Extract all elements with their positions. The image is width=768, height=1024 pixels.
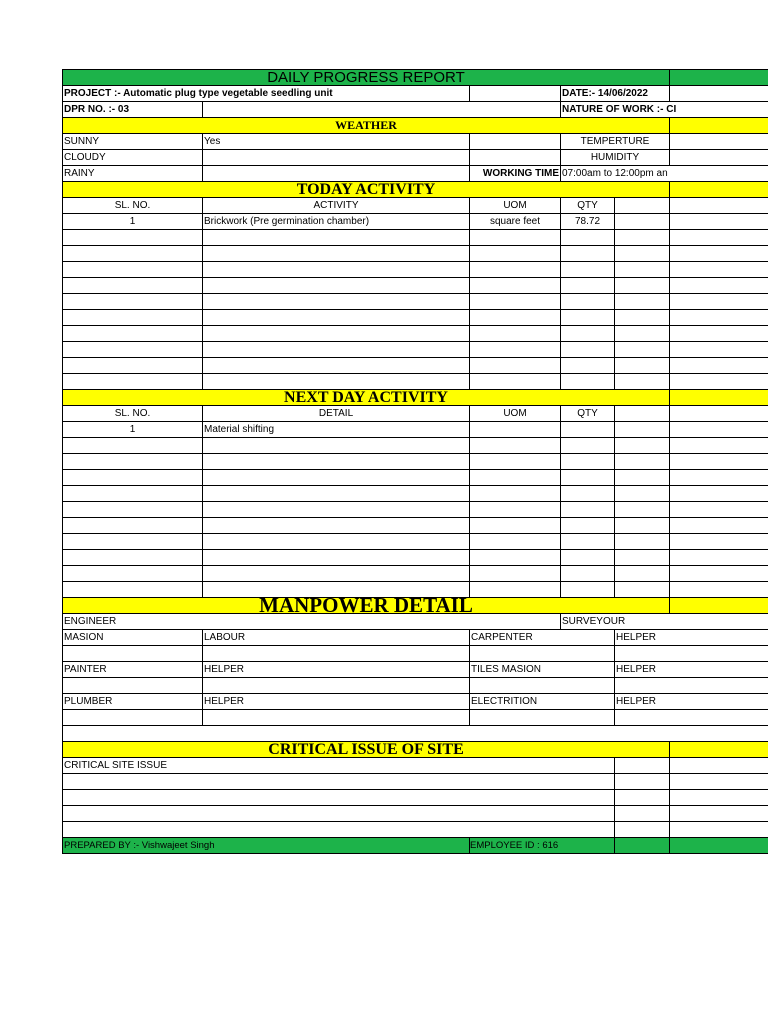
cloudy-label: CLOUDY	[63, 150, 203, 166]
table-row	[63, 358, 768, 374]
helper-label: HELPER	[615, 630, 768, 646]
critical-issue-row	[63, 758, 768, 774]
table-row	[63, 678, 768, 694]
today-activity: Brickwork (Pre germination chamber)	[203, 214, 470, 230]
report-title-row	[63, 70, 768, 86]
critical-site-issue-label: CRITICAL SITE ISSUE	[63, 758, 615, 774]
today-activity-heading-row	[63, 182, 768, 198]
sunny-label: SUNNY	[63, 134, 203, 150]
weather-sunny-row	[63, 134, 768, 150]
daily-progress-report-sheet	[62, 69, 768, 854]
labour-label: LABOUR	[203, 630, 470, 646]
table-row	[63, 214, 768, 230]
table-row	[63, 550, 768, 566]
report-title: DAILY PROGRESS REPORT	[63, 70, 670, 86]
next-day-empty-rows	[63, 438, 768, 598]
employee-id: EMPLOYEE ID : 616	[470, 838, 615, 854]
today-uom: square feet	[470, 214, 561, 230]
painter-row	[63, 662, 768, 678]
col-sl-no: SL. NO.	[63, 198, 203, 214]
critical-heading-row	[63, 742, 768, 758]
engineer-label: ENGINEER	[63, 614, 561, 630]
sunny-value: Yes	[203, 134, 470, 150]
report-date: DATE:- 14/06/2022	[561, 86, 670, 102]
today-activity-empty-rows	[63, 230, 768, 390]
col-qty: QTY	[561, 406, 615, 422]
critical-heading: CRITICAL ISSUE OF SITE	[63, 742, 670, 758]
next-day-header-row	[63, 406, 768, 422]
next-day-activity-heading: NEXT DAY ACTIVITY	[63, 390, 670, 406]
manpower-heading-row	[63, 598, 768, 614]
col-sl-no: SL. NO.	[63, 406, 203, 422]
table-row	[63, 502, 768, 518]
today-activity-header-row	[63, 198, 768, 214]
table-row	[63, 310, 768, 326]
today-qty: 78.72	[561, 214, 615, 230]
today-activity-heading: TODAY ACTIVITY	[63, 182, 670, 198]
col-detail: DETAIL	[203, 406, 470, 422]
manpower-heading: MANPOWER DETAIL	[63, 598, 670, 614]
prepared-by: PREPARED BY :- Vishwajeet Singh	[63, 838, 470, 854]
engineer-row	[63, 614, 768, 630]
col-uom: UOM	[470, 198, 561, 214]
table-row	[63, 646, 768, 662]
tiles-masion-label: TILES MASION	[470, 662, 615, 678]
table-row	[63, 374, 768, 390]
humidity-label: HUMIDITY	[561, 150, 670, 166]
table-row	[63, 246, 768, 262]
table-row	[63, 278, 768, 294]
col-activity: ACTIVITY	[203, 198, 470, 214]
report-table	[62, 69, 768, 854]
working-time-label: WORKING TIME	[470, 166, 561, 182]
rainy-label: RAINY	[63, 166, 203, 182]
helper-label: HELPER	[203, 694, 470, 710]
temperature-label: TEMPERTURE	[561, 134, 670, 150]
nature-of-work: NATURE OF WORK :- CI	[561, 102, 768, 118]
carpenter-label: CARPENTER	[470, 630, 615, 646]
plumber-row	[63, 694, 768, 710]
table-row	[63, 806, 768, 822]
table-row	[63, 342, 768, 358]
next-sl-no: 1	[63, 422, 203, 438]
table-row	[63, 518, 768, 534]
electrition-label: ELECTRITION	[470, 694, 615, 710]
table-row	[63, 566, 768, 582]
weather-cloudy-row	[63, 150, 768, 166]
painter-label: PAINTER	[63, 662, 203, 678]
next-day-activity-heading-row	[63, 390, 768, 406]
plumber-label: PLUMBER	[63, 694, 203, 710]
table-row	[63, 454, 768, 470]
weather-heading: WEATHER	[63, 118, 670, 134]
footer-row	[63, 838, 768, 854]
table-row	[63, 790, 768, 806]
today-sl-no: 1	[63, 214, 203, 230]
table-row	[63, 822, 768, 838]
next-detail: Material shifting	[203, 422, 470, 438]
col-uom: UOM	[470, 406, 561, 422]
table-row	[63, 326, 768, 342]
table-row	[63, 710, 768, 726]
table-row	[63, 262, 768, 278]
helper-label: HELPER	[203, 662, 470, 678]
weather-heading-row	[63, 118, 768, 134]
table-row	[63, 774, 768, 790]
table-row	[63, 486, 768, 502]
weather-rainy-row	[63, 166, 768, 182]
masion-label: MASION	[63, 630, 203, 646]
dpr-row	[63, 102, 768, 118]
working-time-value: 07:00am to 12:00pm an	[561, 166, 768, 182]
table-row	[63, 294, 768, 310]
table-row	[63, 582, 768, 598]
table-row	[63, 438, 768, 454]
table-row	[63, 422, 768, 438]
surveyor-label: SURVEYOUR	[561, 614, 768, 630]
table-row	[63, 470, 768, 486]
masion-row	[63, 630, 768, 646]
project-row	[63, 86, 768, 102]
dpr-number: DPR NO. :- 03	[63, 102, 203, 118]
col-qty: QTY	[561, 198, 615, 214]
table-row	[63, 726, 768, 742]
table-row	[63, 230, 768, 246]
helper-label: HELPER	[615, 662, 768, 678]
helper-label: HELPER	[615, 694, 768, 710]
table-row	[63, 534, 768, 550]
project-name: PROJECT :- Automatic plug type vegetable seedling unit	[63, 86, 470, 102]
